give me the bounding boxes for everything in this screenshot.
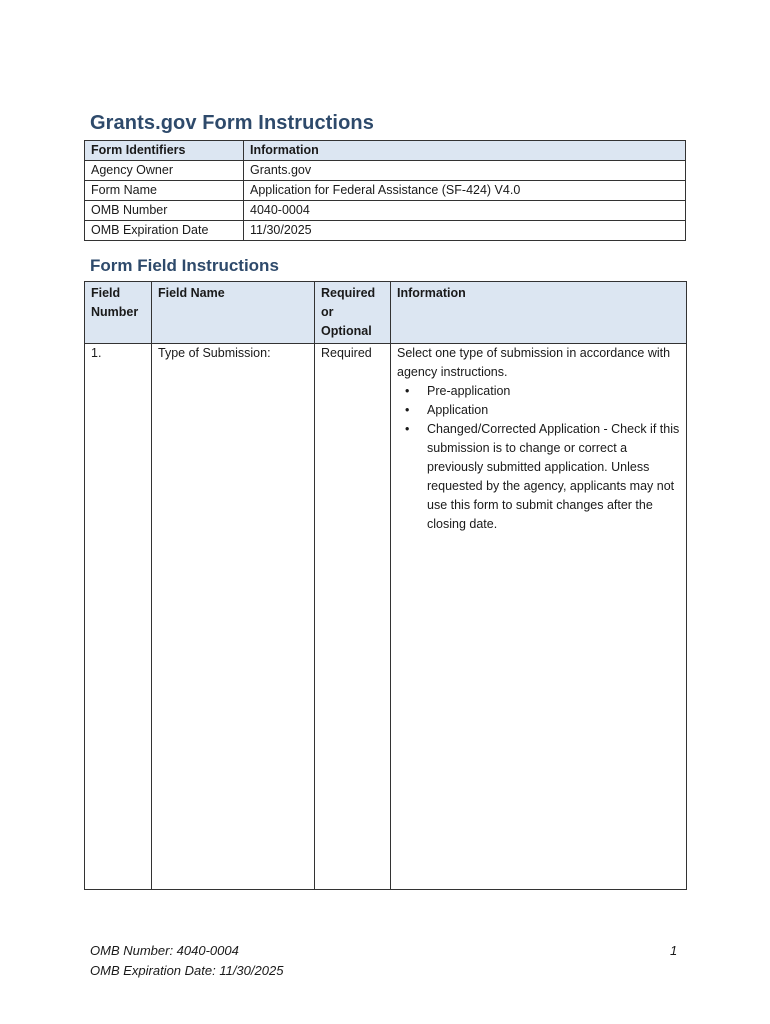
table-cell-label: Agency Owner (85, 161, 244, 181)
field-name: Type of Submission: (152, 344, 315, 890)
field-required: Required (315, 344, 391, 890)
table-row (85, 344, 687, 890)
table-cell-label: OMB Number (85, 201, 244, 221)
bullet-icon: • (405, 403, 410, 417)
list-item (405, 382, 680, 401)
list-item-text: Changed/Corrected Application - Check if this submission is to change or correct a previously submitted application. Unless requested by the agency, applicants may not use this form to submit changes after the closing date. (427, 422, 680, 531)
table-header-cell: Form Identifiers (85, 141, 244, 161)
table-cell-label: Form Name (85, 181, 244, 201)
footer (90, 941, 283, 981)
form-identifiers-table (84, 140, 686, 241)
field-information-text: Select one type of submission in accordance with agency instructions. (397, 346, 671, 379)
form-field-instructions-table (84, 281, 687, 890)
table-header-row (85, 282, 687, 344)
table-header-row (85, 141, 686, 161)
bullet-icon: • (405, 422, 410, 436)
option-list (397, 382, 680, 534)
footer-omb-number: OMB Number: 4040-0004 (90, 943, 239, 958)
table-row (85, 181, 686, 201)
list-item (405, 401, 680, 420)
table-cell-value: 11/30/2025 (244, 221, 686, 241)
table-row (85, 221, 686, 241)
table-cell-value: 4040-0004 (244, 201, 686, 221)
list-item (405, 420, 680, 534)
page-number: 1 (670, 943, 678, 958)
table-cell-value: Grants.gov (244, 161, 686, 181)
list-item-text: Application (427, 403, 489, 417)
table-header-cell: Required or Optional (315, 282, 391, 344)
footer-omb-expiration: OMB Expiration Date: 11/30/2025 (90, 963, 284, 978)
list-item-text: Pre-application (427, 384, 511, 398)
table-row (85, 161, 686, 181)
field-information (391, 344, 687, 890)
table-header-cell: Information (244, 141, 686, 161)
table-header-cell: Information (391, 282, 687, 344)
table-cell-label: OMB Expiration Date (85, 221, 244, 241)
field-number: 1. (85, 344, 152, 890)
table-header-cell: Field Number (85, 282, 152, 344)
section-title: Form Field Instructions (90, 256, 279, 275)
page-title: Grants.gov Form Instructions (90, 112, 374, 134)
bullet-icon: • (405, 384, 410, 398)
table-row (85, 201, 686, 221)
table-header-cell: Field Name (152, 282, 315, 344)
table-cell-value: Application for Federal Assistance (SF-424) V4.0 (244, 181, 686, 201)
